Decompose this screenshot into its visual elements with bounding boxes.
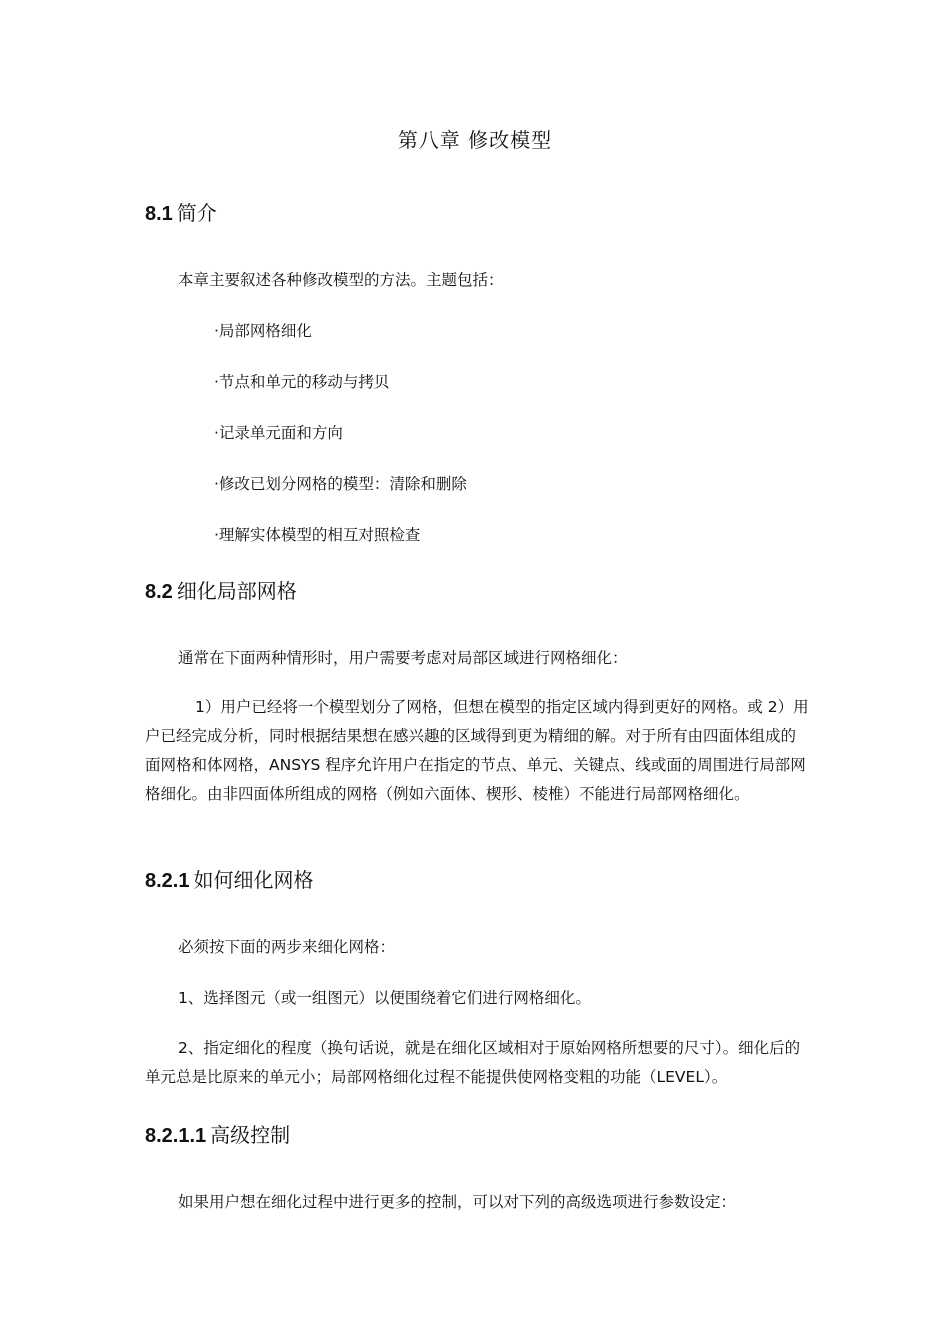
step-item-text: 2、指定细化的程度（换句话说，就是在细化区域相对于原始网格所想要的尺寸）。细化后的单元总是比原来的单元小；局部网格细化过程不能提供使网格变粗的功能（LEVEL）。 [145, 1039, 801, 1086]
section-number: 8.2.1.1 [145, 1125, 207, 1147]
section-title: 高级控制 [210, 1123, 291, 1147]
section-heading-8-2-1 [145, 864, 313, 893]
section-intro-paragraph: 必须按下面的两步来细化网格： [178, 938, 396, 956]
section-intro-paragraph: 本章主要叙述各种修改模型的方法。主题包括： [178, 271, 504, 289]
step-item: 1、选择图元（或一组图元）以便围绕着它们进行网格细化。 [178, 989, 591, 1007]
body-paragraph-text: 1）用户已经将一个模型划分了网格，但想在模型的指定区域内得到更好的网格。或 2）用户已经完成分析，同时根据结果想在感兴趣的区域得到更为精细的解。对于所有由四面体组成的面网格和体网格，ANSYS 程序允许用户在指定的节点、单元、关键点、线或面的周围进行局部网格细化。由非四面体所组成的网格（例如六面体、楔形、棱椎）不能进行局部网格细化。 [145, 698, 809, 803]
section-title: 如何细化网格 [193, 868, 314, 892]
section-title: 简介 [176, 201, 217, 225]
section-number: 8.1 [145, 203, 173, 225]
bullet-item: ·修改已划分网格的模型：清除和删除 [214, 475, 467, 493]
section-title: 细化局部网格 [176, 579, 297, 603]
section-intro-paragraph: 如果用户想在细化过程中进行更多的控制，可以对下列的高级选项进行参数设定： [178, 1193, 737, 1211]
bullet-item: ·节点和单元的移动与拷贝 [214, 373, 390, 391]
section-number: 8.2 [145, 581, 173, 603]
body-paragraph [145, 693, 810, 809]
section-intro-paragraph: 通常在下面两种情形时，用户需要考虑对局部区域进行网格细化： [178, 649, 628, 667]
section-heading-8-1 [145, 197, 217, 226]
bullet-item: ·理解实体模型的相互对照检查 [214, 526, 421, 544]
bullet-item: ·局部网格细化 [214, 322, 312, 340]
section-number: 8.2.1 [145, 870, 190, 892]
bullet-item: ·记录单元面和方向 [214, 424, 343, 442]
section-heading-8-2 [145, 575, 297, 604]
step-item [145, 1034, 810, 1092]
chapter-title: 第八章 修改模型 [397, 128, 553, 152]
section-heading-8-2-1-1 [145, 1119, 290, 1148]
